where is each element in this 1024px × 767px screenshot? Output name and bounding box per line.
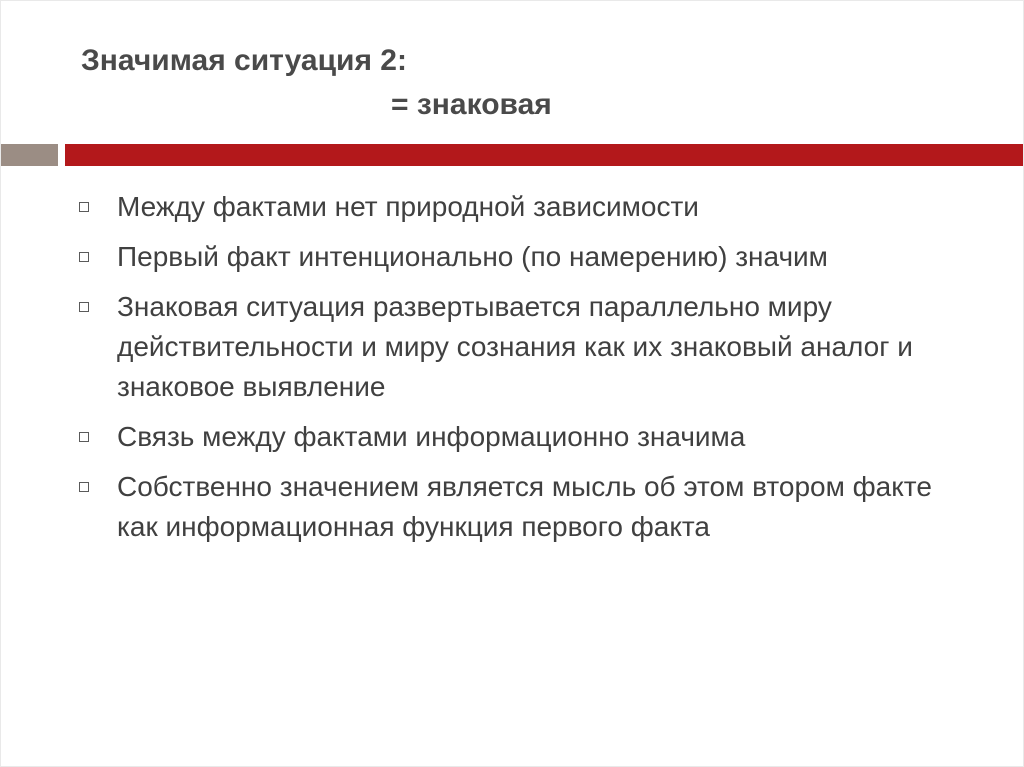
slide-title-line-2: = знаковая: [391, 88, 552, 121]
bullet-list: [79, 187, 939, 557]
bullet-text: Между фактами нет природной зависимости: [117, 191, 699, 222]
bullet-item: [79, 237, 939, 277]
bullet-text: Первый факт интенционально (по намерению) значим: [117, 241, 828, 272]
bullet-item: [79, 287, 939, 407]
bullet-text: Собственно значением является мысль об этом втором факте как информационная функция первого факта: [117, 471, 932, 542]
hollow-square-icon: [79, 202, 89, 212]
hollow-square-icon: [79, 482, 89, 492]
bullet-item: [79, 417, 939, 457]
slide-title-line-1: Значимая ситуация 2:: [81, 44, 407, 77]
hollow-square-icon: [79, 302, 89, 312]
bullet-item: [79, 467, 939, 547]
title-divider-gray-segment: [1, 144, 58, 166]
hollow-square-icon: [79, 432, 89, 442]
title-divider-red-bar: [65, 144, 1023, 166]
bullet-text: Связь между фактами информационно значима: [117, 421, 746, 452]
bullet-text: Знаковая ситуация развертывается параллельно миру действительности и миру сознания как их знаковый аналог и знаковое выявление: [117, 291, 913, 402]
slide-title: [81, 39, 981, 127]
bullet-item: [79, 187, 939, 227]
hollow-square-icon: [79, 252, 89, 262]
